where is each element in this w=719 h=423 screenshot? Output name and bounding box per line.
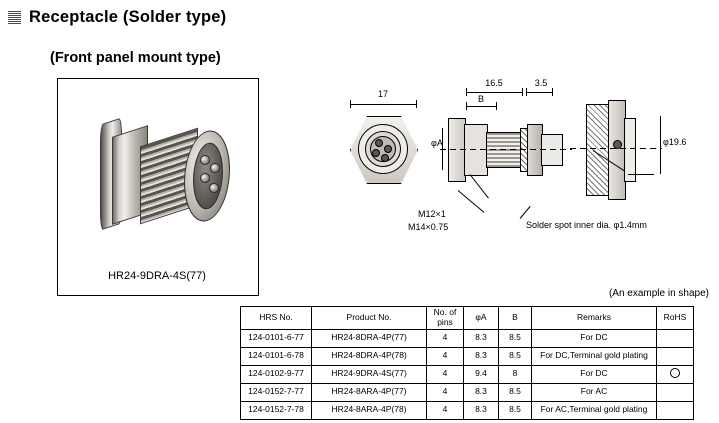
cell-rohs xyxy=(657,365,694,383)
cell-hrs-no: 124-0102-9-77 xyxy=(241,365,312,383)
dim-tick-thread-r xyxy=(522,88,523,96)
photo-contact-4 xyxy=(209,183,219,193)
dim-line-panel-thick xyxy=(526,92,552,93)
dim-tick-left xyxy=(350,100,351,108)
cell-hrs-no: 124-0152-7-78 xyxy=(241,401,312,419)
side-view-solder-area xyxy=(541,134,563,166)
side-view xyxy=(448,102,568,198)
cell-no-of-pins: 4 xyxy=(427,329,464,347)
page-title: Receptacle (Solder type) xyxy=(29,8,227,26)
cell-remarks: For AC xyxy=(532,383,657,401)
cell-b: 8.5 xyxy=(499,347,532,365)
cell-product-no: HR24-8DRA-4P(78) xyxy=(312,347,427,365)
grid-square-icon xyxy=(8,11,21,24)
cell-hrs-no: 124-0101-6-77 xyxy=(241,329,312,347)
section-subtitle: (Front panel mount type) xyxy=(50,50,221,66)
cell-rohs xyxy=(657,401,694,419)
shape-example-note: (An example in shape) xyxy=(608,288,709,299)
col-header-hrs: HRS No. xyxy=(241,307,312,330)
table-row xyxy=(241,401,694,419)
cell-remarks: For DC xyxy=(532,329,657,347)
cell-dia-a: 8.3 xyxy=(464,401,499,419)
dim-tick-right xyxy=(416,100,417,108)
cell-b: 8.5 xyxy=(499,383,532,401)
part-number-table-wrap xyxy=(240,306,694,420)
dim-dia-a: φA xyxy=(431,138,443,148)
part-number-table xyxy=(240,306,694,420)
callout-thread-m12: M12×1 xyxy=(418,209,446,219)
connector-photo xyxy=(76,113,242,233)
side-view-center-line xyxy=(440,149,572,150)
col-header-pins xyxy=(427,307,464,330)
rohs-compliant-icon xyxy=(670,368,680,378)
col-header-remarks: Remarks xyxy=(532,307,657,330)
cell-b: 8.5 xyxy=(499,401,532,419)
table-row xyxy=(241,347,694,365)
cell-dia-a: 8.3 xyxy=(464,347,499,365)
callout-solder-note: Solder spot inner dia. φ1.4mm xyxy=(526,220,647,230)
section-view-panel xyxy=(586,104,610,196)
dim-tick-b-r xyxy=(496,102,497,110)
col-header-rohs: RoHS xyxy=(657,307,694,330)
connector-photo-frame xyxy=(57,78,259,296)
col-header-product: Product No. xyxy=(312,307,427,330)
dim-line-front-width xyxy=(350,104,416,105)
section-view-center-line xyxy=(570,148,662,149)
cell-rohs xyxy=(657,383,694,401)
front-view-contact-4 xyxy=(381,154,389,162)
side-view-thread-m12 xyxy=(486,132,522,168)
cell-product-no: HR24-8ARA-4P(77) xyxy=(312,383,427,401)
photo-caption: HR24-9DRA-4S(77) xyxy=(108,270,206,282)
dim-line-thread-len xyxy=(466,92,522,93)
col-header-b: B xyxy=(499,307,532,330)
dim-front-width: 17 xyxy=(377,89,388,99)
cell-product-no: HR24-9DRA-4S(77) xyxy=(312,365,427,383)
cell-dia-a: 8.3 xyxy=(464,383,499,401)
cell-product-no: HR24-8DRA-4P(77) xyxy=(312,329,427,347)
cell-no-of-pins: 4 xyxy=(427,401,464,419)
cell-no-of-pins: 4 xyxy=(427,365,464,383)
col-header-dia-a: φA xyxy=(464,307,499,330)
cell-dia-a: 9.4 xyxy=(464,365,499,383)
front-view xyxy=(350,116,416,182)
dim-dia-19-6: φ19.6 xyxy=(663,137,687,147)
leader-solder-note-2 xyxy=(520,206,531,219)
cell-hrs-no: 124-0101-6-78 xyxy=(241,347,312,365)
dim-line-b xyxy=(466,106,496,107)
cell-product-no: HR24-8ARA-4P(78) xyxy=(312,401,427,419)
cell-hrs-no: 124-0152-7-77 xyxy=(241,383,312,401)
table-row xyxy=(241,383,694,401)
leader-solder-note-h xyxy=(628,174,654,175)
dim-line-dia-a xyxy=(442,128,443,170)
cell-b: 8.5 xyxy=(499,329,532,347)
section-view xyxy=(580,98,656,202)
dim-tick-panel-l xyxy=(526,88,527,96)
front-view-contact-2 xyxy=(384,145,392,153)
table-header-row xyxy=(241,307,694,330)
side-view-hex-body xyxy=(464,124,488,176)
callout-thread-m14: M14×0.75 xyxy=(408,222,449,232)
dim-panel-thick: 3.5 xyxy=(534,78,548,88)
cell-no-of-pins: 4 xyxy=(427,347,464,365)
cell-rohs xyxy=(657,347,694,365)
cell-dia-a: 8.3 xyxy=(464,329,499,347)
page-header xyxy=(8,8,226,27)
front-view-contact-3 xyxy=(372,149,380,157)
front-view-contact-1 xyxy=(375,139,383,147)
table-row xyxy=(241,329,694,347)
cell-remarks: For AC,Terminal gold plating xyxy=(532,401,657,419)
photo-contact-1 xyxy=(200,155,210,165)
photo-contact-2 xyxy=(210,163,220,173)
cell-b: 8 xyxy=(499,365,532,383)
col-header-pins-line1: No. of xyxy=(433,307,457,317)
cell-no-of-pins: 4 xyxy=(427,383,464,401)
cell-remarks: For DC,Terminal gold plating xyxy=(532,347,657,365)
photo-contact-3 xyxy=(200,173,210,183)
dim-thread-len: 16.5 xyxy=(485,78,503,88)
cell-rohs xyxy=(657,329,694,347)
dim-line-dia196 xyxy=(660,116,661,174)
cell-remarks: For DC xyxy=(532,365,657,383)
dim-b: B xyxy=(477,94,484,104)
section-view-body xyxy=(624,118,636,182)
dim-tick-panel-r xyxy=(552,88,553,96)
technical-drawing xyxy=(330,78,710,248)
table-row xyxy=(241,365,694,383)
col-header-pins-line2: pins xyxy=(437,316,453,327)
